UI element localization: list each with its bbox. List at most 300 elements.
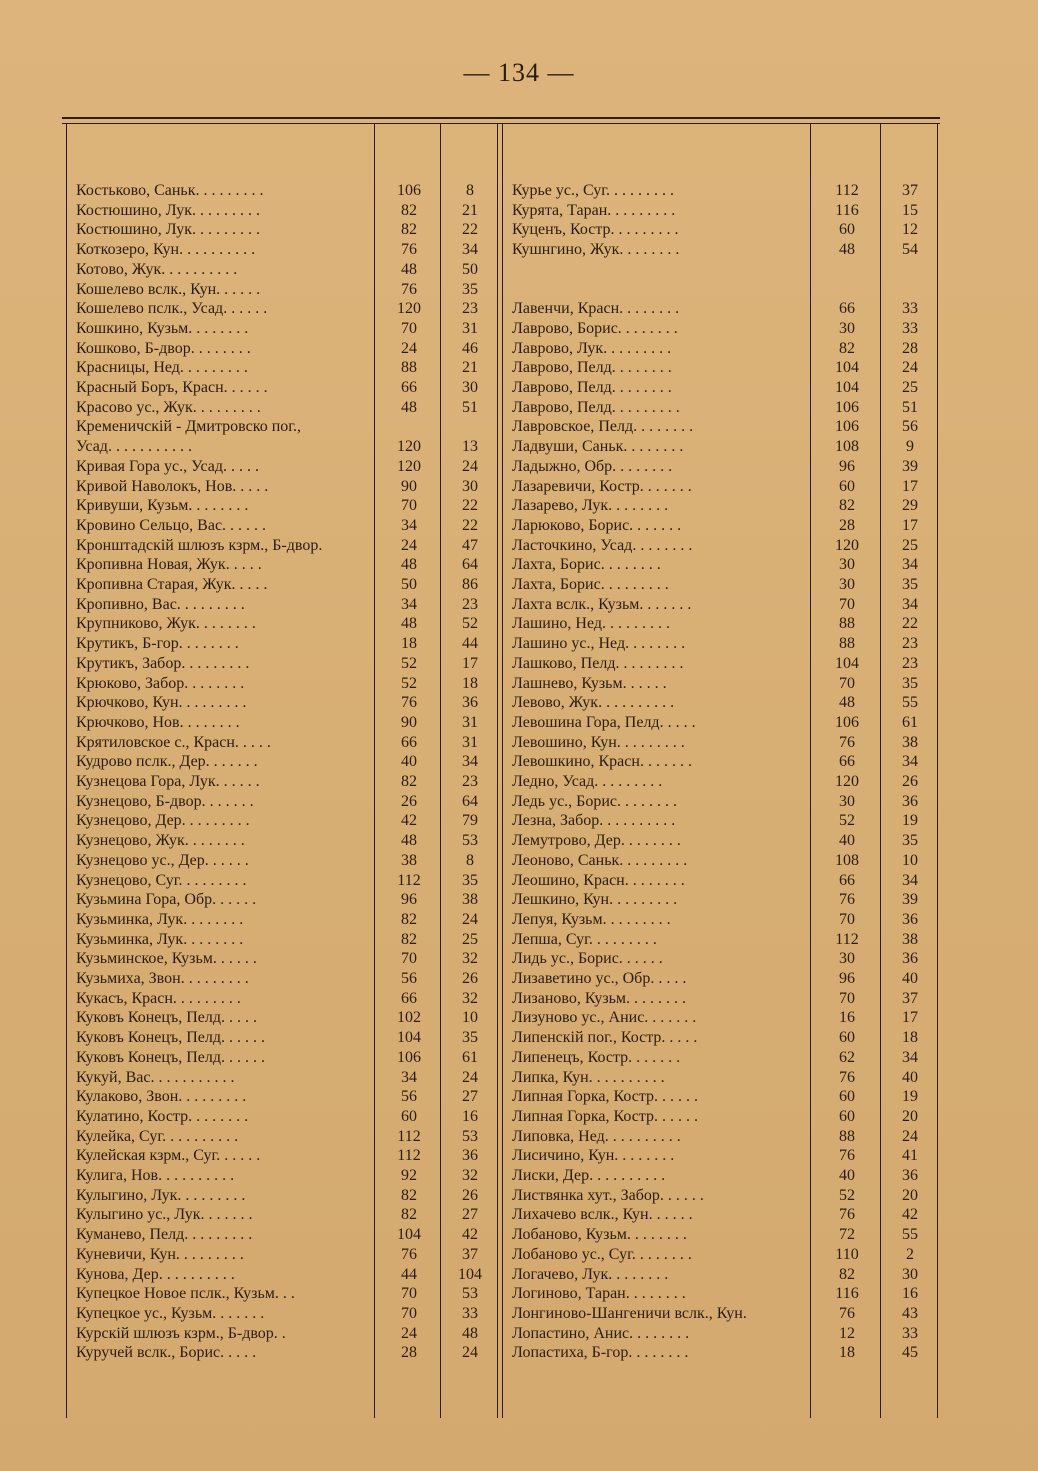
value-b: 37 — [902, 989, 918, 1007]
value-a: 82 — [401, 221, 417, 239]
value-a: 70 — [839, 595, 855, 613]
value-a: 60 — [839, 1088, 855, 1106]
value-b: 34 — [902, 871, 918, 889]
place-name: Кузьминка, Лук. . . . . . . . — [76, 910, 244, 928]
table-row — [0, 989, 1038, 1009]
value-a: 34 — [401, 595, 417, 613]
value-b: 17 — [462, 654, 478, 672]
value-a: 116 — [835, 1285, 859, 1303]
value-a: 40 — [401, 753, 417, 771]
table-row — [0, 1284, 1038, 1304]
table-row — [0, 1245, 1038, 1265]
value-a: 66 — [401, 379, 417, 396]
page-number: — 134 — — [463, 58, 575, 87]
place-name: Липенецъ, Костр. . . . . . . — [512, 1048, 681, 1066]
value-a: 60 — [839, 1029, 855, 1047]
value-b: 23 — [462, 595, 478, 613]
place-name: Лизуново ус., Анис. . . . . . . — [512, 1009, 697, 1027]
table-row — [0, 890, 1038, 910]
value-b: 32 — [462, 950, 478, 968]
place-name: Лемутрово, Дер. . . . . . . . — [512, 832, 681, 850]
value-a: 42 — [401, 812, 417, 830]
value-b: 17 — [902, 477, 918, 495]
place-name: Лаврово, Пелд. . . . . . . . — [512, 379, 672, 396]
value-b: 34 — [902, 595, 918, 613]
value-a: 76 — [839, 1068, 855, 1086]
value-a: 48 — [401, 556, 417, 574]
value-a: 104 — [397, 1226, 421, 1244]
value-a: 88 — [401, 359, 417, 377]
value-a: 76 — [839, 1206, 855, 1224]
place-name: Ледь ус., Борис. . . . . . . . — [512, 792, 678, 810]
table-row — [0, 713, 1038, 733]
value-b: 46 — [462, 339, 478, 357]
table-row — [0, 516, 1038, 536]
place-name: Купецкое ус., Кузьм. . . . . . . — [76, 1304, 265, 1322]
place-name: Лаврово, Пелд. . . . . . . . . — [512, 398, 680, 416]
value-b: 34 — [902, 1048, 918, 1066]
value-b: 36 — [902, 910, 918, 928]
value-a: 102 — [397, 1009, 421, 1027]
value-a: 76 — [839, 1304, 855, 1322]
value-a: 28 — [401, 1344, 417, 1362]
value-a: 52 — [839, 1186, 855, 1204]
table-row — [0, 1324, 1038, 1344]
value-a: 52 — [401, 654, 417, 672]
value-b: 10 — [462, 1009, 478, 1027]
value-b: 51 — [462, 398, 478, 416]
value-a: 112 — [835, 182, 859, 199]
place-name: Кровино Сельцо, Вас. . . . . . — [76, 516, 267, 534]
place-name: Кукасъ, Красн. . . . . . . . . — [76, 989, 241, 1007]
value-b: 64 — [462, 556, 478, 574]
value-a: 104 — [835, 379, 859, 396]
value-b: 15 — [902, 201, 918, 219]
place-name: Курскій шлюзъ кзрм., Б-двор. . — [76, 1324, 286, 1342]
place-name: Куневичи, Кун. . . . . . . . . — [76, 1245, 244, 1263]
value-b: 30 — [462, 477, 478, 495]
value-b: 43 — [902, 1304, 918, 1322]
place-name: Красницы, Нед. . . . . . . . . — [76, 359, 248, 377]
value-a: 48 — [401, 260, 417, 278]
value-b: 40 — [902, 970, 918, 987]
value-b: 25 — [462, 930, 478, 948]
value-a: 120 — [835, 773, 859, 790]
value-b: 34 — [902, 753, 918, 771]
table-row — [0, 398, 1038, 418]
value-a: 112 — [397, 1127, 421, 1145]
place-name: Курята, Таран. . . . . . . . . — [512, 201, 676, 219]
value-b: 104 — [458, 1265, 482, 1283]
place-name: Кузьминка, Лук. . . . . . . . — [76, 930, 244, 948]
place-name: Кузнецово, Б-двор. . . . . . . — [76, 792, 254, 810]
table-row — [0, 733, 1038, 753]
value-b: 30 — [462, 379, 478, 396]
value-a: 70 — [401, 1285, 417, 1303]
value-b: 17 — [902, 516, 918, 534]
table-row — [0, 496, 1038, 516]
table-row — [0, 299, 1038, 319]
place-name: Ладвуши, Саньк. . . . . . . . — [512, 438, 684, 456]
value-a: 104 — [835, 359, 859, 377]
value-b: 10 — [902, 851, 918, 869]
value-a: 48 — [401, 615, 417, 633]
value-b: 20 — [902, 1107, 918, 1125]
place-name: Ледно, Усад. . . . . . . . . — [512, 773, 663, 790]
value-a: 90 — [401, 713, 417, 731]
value-b: 79 — [462, 812, 478, 830]
place-name: Кулыгино ус., Лук. . . . . . . — [76, 1206, 253, 1224]
value-b: 33 — [902, 300, 918, 318]
place-name: Лашино, Нед. . . . . . . . . — [512, 615, 670, 633]
place-name: Кунова, Дер. . . . . . . . . . — [76, 1265, 235, 1283]
value-b: 34 — [462, 241, 478, 259]
value-b: 34 — [462, 753, 478, 771]
value-b: 37 — [902, 182, 918, 199]
value-b: 55 — [902, 694, 918, 712]
value-a: 82 — [401, 910, 417, 928]
value-b: 34 — [902, 556, 918, 574]
value-a: 66 — [839, 753, 855, 771]
place-name: Леошино, Красн. . . . . . . . — [512, 871, 685, 889]
place-name: Кулатино, Костр. . . . . . . . — [76, 1107, 249, 1125]
place-name: Левошина Гора, Пелд. . . . . — [512, 713, 696, 731]
table-row — [0, 654, 1038, 674]
value-a: 76 — [401, 694, 417, 712]
place-name: Лашино ус., Нед. . . . . . . . — [512, 635, 686, 653]
place-name: Лазаревичи, Костр. . . . . . . — [512, 477, 692, 495]
value-b: 36 — [902, 1167, 918, 1184]
value-b: 24 — [462, 1068, 478, 1086]
table-row — [0, 457, 1038, 477]
place-name: Кудрово пслк., Дер. . . . . . . — [76, 753, 258, 771]
value-a: 104 — [835, 654, 859, 672]
value-b: 32 — [462, 989, 478, 1007]
place-name: Купецкое Новое пслк., Кузьм. . . — [76, 1285, 295, 1303]
table-row — [0, 1205, 1038, 1225]
value-b: 8 — [466, 851, 474, 869]
place-name: Лахта, Борис. . . . . . . . . — [512, 576, 669, 593]
place-name: Куручей вслк., Борис. . . . . — [76, 1344, 257, 1362]
value-a: 52 — [839, 812, 855, 830]
value-b: 35 — [462, 280, 478, 298]
value-b: 41 — [902, 1147, 918, 1165]
place-name: Липенскій пог., Костр. . . . . — [512, 1029, 698, 1047]
value-a: 40 — [839, 1167, 855, 1184]
place-name: Лавровское, Пелд. . . . . . . . — [512, 418, 694, 436]
table-row — [0, 201, 1038, 221]
value-b: 27 — [462, 1088, 478, 1106]
value-b: 36 — [902, 792, 918, 810]
value-a: 24 — [401, 339, 417, 357]
place-name: Кулыгино, Лук. . . . . . . . . — [76, 1186, 246, 1204]
value-b: 29 — [902, 497, 918, 515]
place-name: Крутикъ, Забор. . . . . . . . . — [76, 654, 250, 672]
place-name: Костюшино, Лук. . . . . . . . . — [76, 221, 260, 239]
value-b: 24 — [462, 910, 478, 928]
value-b: 22 — [462, 221, 478, 239]
place-name: Лизаново, Кузьм. . . . . . . . — [512, 989, 687, 1007]
value-b: 18 — [462, 674, 478, 692]
value-b: 39 — [902, 891, 918, 909]
place-name: Лахта, Борис. . . . . . . . — [512, 556, 661, 574]
value-a: 70 — [401, 950, 417, 968]
value-b: 38 — [902, 733, 918, 751]
value-b: 26 — [462, 970, 478, 987]
place-name: Лиски, Дер. . . . . . . . . . — [512, 1167, 666, 1184]
table-row — [0, 871, 1038, 891]
value-b: 18 — [902, 1029, 918, 1047]
table-row — [0, 614, 1038, 634]
value-b: 25 — [902, 379, 918, 396]
place-name: Кузьмиха, Звон. . . . . . . . . — [76, 970, 249, 987]
table-row — [0, 1008, 1038, 1028]
value-b: 86 — [462, 576, 478, 593]
value-b: 35 — [902, 674, 918, 692]
place-name: Ладыжно, Обр. . . . . . . . — [512, 457, 673, 475]
table-row — [0, 181, 1038, 201]
value-b: 33 — [902, 319, 918, 337]
table-row — [0, 1127, 1038, 1147]
value-b: 35 — [902, 832, 918, 850]
table-row — [0, 910, 1038, 930]
place-name: Кременичскій - Дмитровско пог., — [76, 418, 302, 436]
place-name: Лахта вслк., Кузьм. . . . . . . — [512, 595, 692, 613]
value-a: 18 — [401, 635, 417, 653]
place-name: Кулейская кзрм., Суг. . . . . . — [76, 1147, 261, 1165]
place-name: Лаврово, Пелд. . . . . . . . — [512, 359, 672, 377]
place-name: Левово, Жук. . . . . . . . . . — [512, 694, 675, 712]
value-b: 33 — [462, 1304, 478, 1322]
value-b: 21 — [462, 359, 478, 377]
value-b: 16 — [462, 1107, 478, 1125]
place-name: Кузьмина Гора, Обр. . . . . . — [76, 891, 257, 909]
value-a: 70 — [839, 674, 855, 692]
place-name: Лобаново ус., Суг. . . . . . . . — [512, 1245, 692, 1263]
place-name: Кузнецово ус., Дер. . . . . . — [76, 851, 249, 869]
value-a: 30 — [839, 556, 855, 574]
value-a: 96 — [839, 457, 855, 475]
table-row — [0, 949, 1038, 969]
value-b: 53 — [462, 1285, 478, 1303]
table-row — [0, 1068, 1038, 1088]
value-a: 56 — [401, 1088, 417, 1106]
value-b: 23 — [902, 654, 918, 672]
value-a: 60 — [839, 221, 855, 239]
value-b: 12 — [902, 221, 918, 239]
table-row — [0, 220, 1038, 240]
place-name: Кошелево вслк., Кун. . . . . . — [76, 280, 261, 298]
place-name: Ласточкино, Усад. . . . . . . . — [512, 536, 693, 554]
place-name: Лихачево вслк., Кун. . . . . . — [512, 1206, 693, 1224]
place-name: Кузнецово, Суг. . . . . . . . . — [76, 871, 247, 889]
place-name: Кукуй, Вас. . . . . . . . . . . — [76, 1068, 235, 1086]
table-row — [0, 634, 1038, 654]
value-a: 108 — [835, 851, 859, 869]
value-b: 33 — [902, 1324, 918, 1342]
table-row — [0, 240, 1038, 260]
value-b: 9 — [906, 438, 914, 456]
table-row — [0, 1225, 1038, 1245]
table-row — [0, 319, 1038, 339]
table-row — [0, 752, 1038, 772]
value-b: 22 — [462, 516, 478, 534]
table-row — [0, 417, 1038, 437]
value-a: 76 — [839, 733, 855, 751]
value-a: 34 — [401, 1068, 417, 1086]
table-row — [0, 1048, 1038, 1068]
value-a: 48 — [401, 398, 417, 416]
value-b: 39 — [902, 457, 918, 475]
place-name: Кропивно, Вас. . . . . . . . . — [76, 595, 245, 613]
place-name: Левошино, Кун. . . . . . . . . — [512, 733, 685, 751]
value-b: 36 — [902, 950, 918, 968]
value-b: 27 — [462, 1206, 478, 1224]
value-a: 76 — [839, 1147, 855, 1165]
value-b: 17 — [902, 1009, 918, 1027]
table-row — [0, 1107, 1038, 1127]
place-name: Ларюково, Борис. . . . . . . — [512, 516, 682, 534]
value-a: 40 — [839, 832, 855, 850]
table-row — [0, 969, 1038, 989]
value-b: 23 — [462, 300, 478, 318]
value-a: 44 — [401, 1265, 417, 1283]
table-row — [0, 1087, 1038, 1107]
place-name: Листвянка хут., Забор. . . . . . — [512, 1186, 704, 1204]
place-name: Крюково, Забор. . . . . . . . — [76, 674, 245, 692]
value-b: 22 — [902, 615, 918, 633]
value-b: 61 — [902, 713, 918, 731]
place-name: Лобаново, Кузьм. . . . . . . . — [512, 1226, 687, 1244]
place-name: Лепуя, Кузьм. . . . . . . . . — [512, 910, 671, 928]
table-row — [0, 674, 1038, 694]
place-name: Коткозеро, Кун. . . . . . . . . . — [76, 241, 256, 259]
place-name: Кузнецово, Жук. . . . . . . . — [76, 832, 245, 850]
value-a: 112 — [397, 871, 421, 889]
value-a: 48 — [839, 694, 855, 712]
place-name: Лазарево, Лук. . . . . . . . — [512, 497, 669, 515]
value-b: 61 — [462, 1048, 478, 1066]
place-name: Крючково, Кун. . . . . . . . . — [76, 694, 247, 712]
value-b: 26 — [902, 773, 918, 790]
value-b: 40 — [902, 1068, 918, 1086]
place-name: Кузнецова Гора, Лук. . . . . . — [76, 773, 260, 790]
place-name: Лидь ус., Борис. . . . . . — [512, 950, 663, 968]
value-b: 28 — [902, 339, 918, 357]
value-a: 92 — [401, 1167, 417, 1184]
value-a: 26 — [401, 792, 417, 810]
value-a: 88 — [839, 1127, 855, 1145]
place-name: Липная Горка, Костр. . . . . . — [512, 1107, 699, 1125]
table-row — [0, 792, 1038, 812]
value-b: 45 — [902, 1344, 918, 1362]
value-b: 23 — [462, 773, 478, 790]
value-a: 60 — [839, 477, 855, 495]
value-b: 20 — [902, 1186, 918, 1204]
place-name: Кошелево пслк., Усад. . . . . . — [76, 300, 268, 318]
value-a: 108 — [835, 438, 859, 456]
value-b: 36 — [462, 694, 478, 712]
table-row — [0, 555, 1038, 575]
value-a: 82 — [401, 773, 417, 790]
place-name: Куковъ Конецъ, Пелд. . . . . . — [76, 1048, 266, 1066]
place-name: Кропивна Новая, Жук. . . . . — [76, 556, 262, 574]
place-name: Кошково, Б-двор. . . . . . . . — [76, 339, 251, 357]
place-name: Лешкино, Кун. . . . . . . . . — [512, 891, 678, 909]
table-row — [0, 1186, 1038, 1206]
place-name: Кривая Гора ус., Усад. . . . . — [76, 457, 260, 475]
value-a: 48 — [401, 832, 417, 850]
value-a: 82 — [401, 1186, 417, 1204]
place-name: Кривой Наволокъ, Нов. . . . . — [76, 477, 269, 495]
value-a: 30 — [839, 576, 855, 593]
value-b: 25 — [902, 536, 918, 554]
value-a: 24 — [401, 1324, 417, 1342]
table-row — [0, 811, 1038, 831]
place-name: Костюшино, Лук. . . . . . . . . — [76, 201, 260, 219]
value-a: 104 — [397, 1029, 421, 1047]
value-b: 52 — [462, 615, 478, 633]
place-name: Красово ус., Жук. . . . . . . . . — [76, 398, 261, 416]
value-b: 22 — [462, 497, 478, 515]
place-name: Лизаветино ус., Обр. . . . . — [512, 970, 687, 987]
place-name: Лаврово, Лук. . . . . . . . . — [512, 339, 672, 357]
value-a: 24 — [401, 536, 417, 554]
place-name: Кривуши, Кузьм. . . . . . . . — [76, 497, 249, 515]
table-row — [0, 693, 1038, 713]
value-b: 55 — [902, 1226, 918, 1244]
value-b: 53 — [462, 832, 478, 850]
place-name: Липная Горка, Костр. . . . . . — [512, 1088, 699, 1106]
place-name: Кушнгино, Жук. . . . . . . . — [512, 241, 680, 259]
value-b: 38 — [462, 891, 478, 909]
table-row — [0, 437, 1038, 457]
value-b: 35 — [462, 1029, 478, 1047]
place-name: Кузьминское, Кузьм. . . . . . — [76, 950, 257, 968]
value-a: 76 — [401, 1245, 417, 1263]
place-name: Крупниково, Жук. . . . . . . . — [76, 615, 256, 633]
value-a: 70 — [839, 989, 855, 1007]
value-a: 88 — [839, 615, 855, 633]
value-b: 13 — [462, 438, 478, 456]
table-row — [0, 358, 1038, 378]
value-a: 120 — [397, 300, 421, 318]
table-row — [0, 575, 1038, 595]
place-name: Логачево, Лук. . . . . . . . — [512, 1265, 669, 1283]
value-b: 44 — [462, 635, 478, 653]
place-name: Лаврово, Борис. . . . . . . . — [512, 319, 678, 337]
value-a: 72 — [839, 1226, 855, 1244]
table-row — [0, 831, 1038, 851]
place-name: Куковъ Конецъ, Пелд. . . . . . — [76, 1029, 266, 1047]
place-name: Усад. . . . . . . . . . . — [76, 438, 192, 456]
value-a: 70 — [401, 1304, 417, 1322]
place-name: Лепша, Суг. . . . . . . . . — [512, 930, 657, 948]
place-name: Кулаково, Звон. . . . . . . . . — [76, 1088, 247, 1106]
value-a: 66 — [839, 300, 855, 318]
value-a: 82 — [839, 339, 855, 357]
value-b: 42 — [902, 1206, 918, 1224]
place-name: Логиново, Таран. . . . . . . . — [512, 1285, 686, 1303]
place-name: Кронштадскій шлюзъ кзрм., Б-двор. — [76, 536, 323, 554]
value-b: 51 — [902, 398, 918, 416]
place-name: Кропивна Старая, Жук. . . . . — [76, 576, 268, 593]
value-b: 53 — [462, 1127, 478, 1145]
value-b: 24 — [462, 1344, 478, 1362]
table-row — [0, 1343, 1038, 1363]
place-name: Куманево, Пелд. . . . . . . . . — [76, 1226, 253, 1244]
value-b: 8 — [466, 182, 474, 199]
